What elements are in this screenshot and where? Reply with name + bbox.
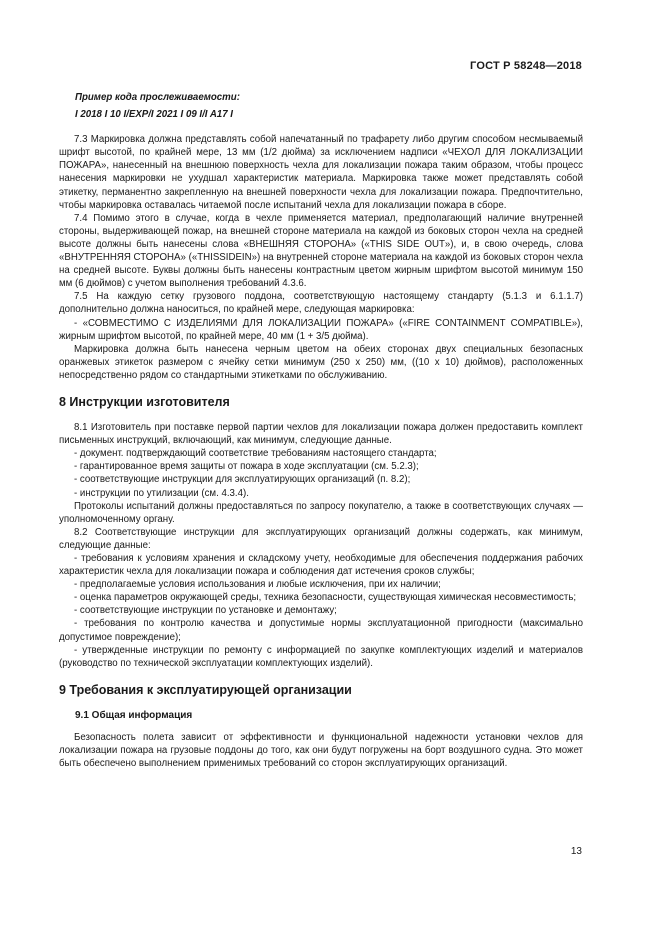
subsection-heading-9-1: 9.1 Общая информация: [75, 709, 193, 721]
list-item: - «СОВМЕСТИМО С ИЗДЕЛИЯМИ ДЛЯ ЛОКАЛИЗАЦИИ ПОЖАРА» («FIRE CONTAINMENT COMPATIBLE»), жирным шрифтом высотой, по крайней мере, 40 мм (1 + 3/5 дюйма).: [59, 317, 583, 342]
page-number: 13: [570, 846, 582, 857]
section-heading-8: 8 Инструкции изготовителя: [59, 394, 230, 409]
paragraph-9-1: Безопасность полета зависит от эффективности и функциональной надежности установки чехлов для локализации пожара на грузовые поддоны до того, как они будут погружены на борт воздушного судна. Это может быть обеспечено выполнением применимых требований со сторон эксплуатирующих организаций.: [59, 732, 583, 770]
list-item: - инструкции по утилизации (см. 4.3.4).: [74, 487, 249, 499]
paragraph-7-4: 7.4 Помимо этого в случае, когда в чехле применяется материал, предполагающий наличие внутренней стороны, выдерживающей пожар, на внешней стороне материала на каждой из боковых сторон чехла на средней высоте должны быть нанесены слова «ВНЕШНЯЯ СТОРОНА» («THIS SIDE OUT»), и, в свою очередь, слова «ВНУТРЕННЯЯ СТОРОНА» («THISSIDEIN») на внутренней стороне материала на каждой из боковых сторон чехла на средней высоте. Буквы должны быть нанесены контрастным цветом жирным шрифтом высотой минимум 150 мм (6 дюймов) с учетом выполнения требований 4.3.6.: [59, 212, 583, 290]
example-code: I 2018 I 10 I/EXP/I 2021 I 09 I/I A17 I: [75, 109, 233, 121]
paragraph-7-5-b: Маркировка должна быть нанесена черным цветом на обеих сторонах двух специальных безопасных оранжевых этикеток размером с ячейку сетки минимум (250 x 250) мм, ((10 x 10) дюймов), расположенных непосредственно рядом со стандартными этикетками по обслуживанию.: [59, 343, 583, 381]
list-item: - требования по контролю качества и допустимые нормы эксплуатационной пригодности (максимально допустимое повреждение);: [59, 618, 583, 643]
example-title: Пример кода прослеживаемости:: [75, 92, 240, 103]
list-item: - предполагаемые условия использования и любые исключения, при их наличии;: [74, 579, 441, 591]
paragraph-7-5: 7.5 На каждую сетку грузового поддона, соответствующую настоящему стандарту (5.1.3 и 6.1.1.7) дополнительно должна наноситься, по крайней мере, следующая маркировка:: [59, 291, 583, 316]
list-item: - соответствующие инструкции по установке и демонтажу;: [74, 605, 337, 617]
list-item: - утвержденные инструкции по ремонту с информацией по закупке комплектующих изделий и материалов (руководство по технической эксплуатации комплектующих изделий).: [59, 644, 583, 669]
document-body: [59, 91, 583, 770]
list-item: - требования к условиям хранения и складскому учету, необходимые для обеспечения поддержания рабочих характеристик чехла для локализации пожара и соблюдения дат истечения сроков службы;: [59, 553, 583, 578]
section-heading-9: 9 Требования к эксплуатирующей организации: [59, 682, 352, 697]
paragraph-7-3: 7.3 Маркировка должна представлять собой напечатанный по трафарету либо другим способом несмываемый шрифт высотой, по крайней мере, 13 мм (1/2 дюйма) за исключением надписи «ЧЕХОЛ ДЛЯ ЛОКАЛИЗАЦИИ ПОЖАРА», нанесенный на внешнюю поверхность чехла для локализации пожара таким образом, чтобы процесс нанесения маркировки не ухудшал характеристик материала. Маркировка также может представлять собой этикетку, перманентно закрепленную на внешней поверхности чехла для локализации пожара. Предпочтительно, чтобы маркировка оставалась читаемой после испытаний чехла для локализации пожара в сборе.: [59, 134, 583, 211]
paragraph-8-1: 8.1 Изготовитель при поставке первой партии чехлов для локализации пожара должен предоставить комплект письменных инструкций, включающий, как минимум, следующие данные.: [59, 422, 583, 447]
document-header: ГОСТ Р 58248—2018: [470, 60, 582, 72]
paragraph-8-2: 8.2 Соответствующие инструкции для эксплуатирующих организаций должны содержать, как минимум, следующие данные:: [59, 526, 583, 551]
paragraph-8-1-b: Протоколы испытаний должны предоставляться по запросу покупателю, а также в соответствующих случаях — уполномоченному органу.: [59, 500, 583, 525]
list-item: - оценка параметров окружающей среды, техника безопасности, существующая химическая несовместимость;: [74, 592, 577, 604]
list-item: - гарантированное время защиты от пожара в ходе эксплуатации (см. 5.2.3);: [74, 461, 419, 473]
list-item: - соответствующие инструкции для эксплуатирующих организаций (п. 8.2);: [74, 474, 411, 486]
list-item: - документ. подтверждающий соответствие требованиям настоящего стандарта;: [74, 448, 437, 460]
